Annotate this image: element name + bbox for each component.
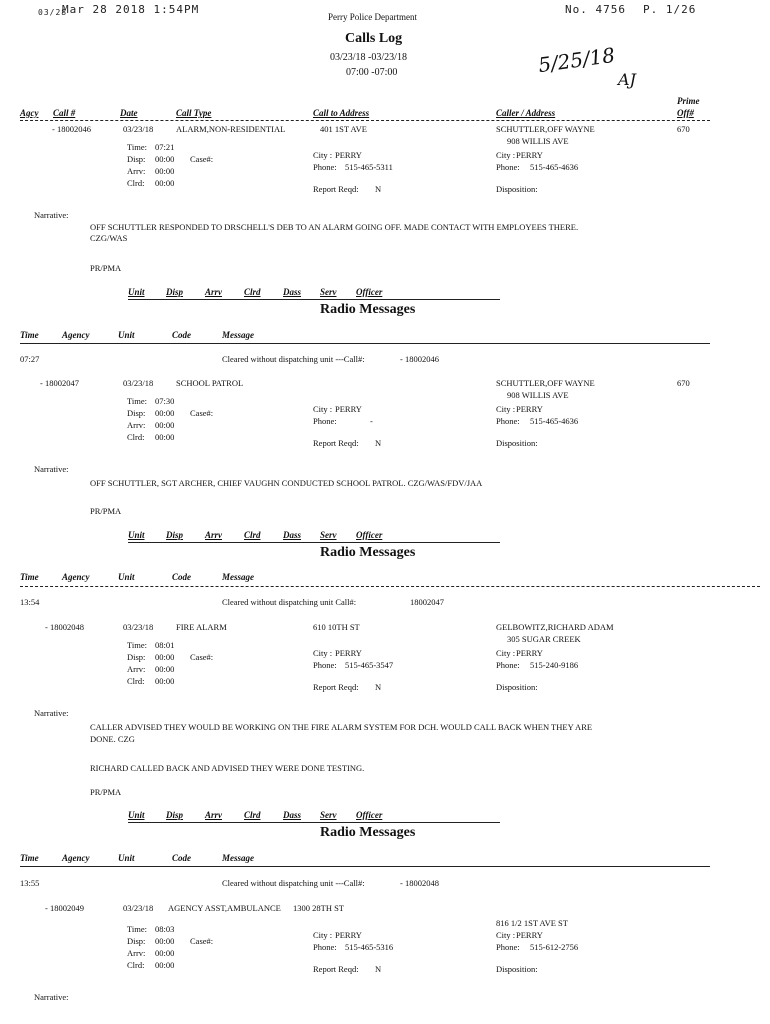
radio-agency-col: Agency xyxy=(62,572,90,582)
radio-messages-title: Radio Messages xyxy=(320,545,416,560)
handwritten-initials: AJ xyxy=(618,70,636,89)
col-call-type: Call Type xyxy=(176,108,212,118)
city-label: City : xyxy=(313,150,333,160)
disp-value: 00:00 xyxy=(155,408,175,418)
clrd-value: 00:00 xyxy=(155,432,175,442)
call-type: SCHOOL PATROL xyxy=(176,378,244,388)
call-date: 03/23/18 xyxy=(123,903,154,913)
arrv-label: Arrv: xyxy=(127,166,146,176)
report-title: Calls Log xyxy=(345,31,403,46)
radio-message: Cleared without dispatching unit ---Call#: xyxy=(222,354,365,364)
disp-col: Disp xyxy=(166,530,184,540)
radio-message: Cleared without dispatching unit ---Call#: xyxy=(222,878,365,888)
phone-value: 515-465-5311 xyxy=(345,162,393,172)
caller-phone-value: 515-612-2756 xyxy=(530,942,579,952)
caller-name: GELBOWITZ,RICHARD ADAM xyxy=(496,622,614,632)
unit-rule xyxy=(128,822,500,823)
radio-time-col: Time xyxy=(20,853,39,863)
arrv-value: 00:00 xyxy=(155,166,175,176)
report-time-range: 07:00 -07:00 xyxy=(346,67,398,78)
call-number: - 18002046 xyxy=(52,124,91,134)
time-value: 08:01 xyxy=(155,640,175,650)
disp-value: 00:00 xyxy=(155,652,175,662)
clrd-value: 00:00 xyxy=(155,178,175,188)
report-label: Report Reqd: xyxy=(313,682,359,692)
case-label: Case#: xyxy=(190,154,214,164)
narrative-line: PR/PMA xyxy=(90,506,122,516)
caller-phone-label: Phone: xyxy=(496,162,520,172)
radio-time: 13:55 xyxy=(20,878,40,888)
phone-label: Phone: xyxy=(313,416,337,426)
radio-rule xyxy=(20,866,710,867)
radio-code-col: Code xyxy=(172,330,191,340)
arrv-value: 00:00 xyxy=(155,664,175,674)
narrative-label: Narrative: xyxy=(34,464,69,474)
clrd-label: Clrd: xyxy=(127,960,145,970)
arrv-label: Arrv: xyxy=(127,948,146,958)
radio-call-number: - 18002046 xyxy=(400,354,439,364)
arrv-value: 00:00 xyxy=(155,948,175,958)
narrative-line: PR/PMA xyxy=(90,787,122,797)
phone-value: 515-465-3547 xyxy=(345,660,394,670)
disposition-label: Disposition: xyxy=(496,964,538,974)
radio-call-number: - 18002048 xyxy=(400,878,439,888)
phone-label: Phone: xyxy=(313,942,337,952)
disposition-label: Disposition: xyxy=(496,682,538,692)
col-address: Call to Address xyxy=(313,108,370,118)
agency-name: Perry Police Department xyxy=(328,12,417,22)
arrv-value: 00:00 xyxy=(155,420,175,430)
col-off: Off# xyxy=(677,108,694,118)
radio-message-col: Message xyxy=(222,572,254,582)
serv-col: Serv xyxy=(320,287,337,297)
case-label: Case#: xyxy=(190,936,214,946)
unit-rule xyxy=(128,542,500,543)
call-type: AGENCY ASST,AMBULANCE xyxy=(168,903,281,913)
prime-officer: 670 xyxy=(677,378,690,388)
col-date: Date xyxy=(120,108,138,118)
disp-col: Disp xyxy=(166,287,184,297)
narrative-line: CZG/WAS xyxy=(90,233,128,243)
arrv-label: Arrv: xyxy=(127,420,146,430)
caller-address: 305 SUGAR CREEK xyxy=(507,634,581,644)
disposition-label: Disposition: xyxy=(496,184,538,194)
call-address: 401 1ST AVE xyxy=(320,124,367,134)
officer-col: Officer xyxy=(356,287,383,297)
disp-col: Disp xyxy=(166,810,184,820)
serv-col: Serv xyxy=(320,810,337,820)
narrative-line: OFF SCHUTTLER RESPONDED TO DRSCHELL'S DEB TO AN ALARM GOING OFF. MADE CONTACT WITH EMPLOYEES THERE. xyxy=(90,222,579,232)
disp-label: Disp: xyxy=(127,652,146,662)
radio-message: Cleared without dispatching unit Call#: xyxy=(222,597,357,607)
caller-city-value: PERRY xyxy=(516,930,543,940)
prime-officer: 670 xyxy=(677,124,690,134)
fax-page: P. 1/26 xyxy=(643,3,697,16)
phone-label: Phone: xyxy=(313,162,337,172)
radio-agency-col: Agency xyxy=(62,330,90,340)
city-value: PERRY xyxy=(335,404,362,414)
caller-address: 908 WILLIS AVE xyxy=(507,390,569,400)
radio-unit-col: Unit xyxy=(118,572,135,582)
fax-left: 03/28 xyxy=(38,8,68,17)
call-date: 03/23/18 xyxy=(123,124,154,134)
radio-time: 07:27 xyxy=(20,354,40,364)
clrd-label: Clrd: xyxy=(127,432,145,442)
narrative-label: Narrative: xyxy=(34,210,69,220)
dass-col: Dass xyxy=(283,810,302,820)
radio-code-col: Code xyxy=(172,853,191,863)
city-label: City : xyxy=(313,930,333,940)
caller-city-label: City : xyxy=(496,150,516,160)
caller-phone-value: 515-240-9186 xyxy=(530,660,579,670)
caller-city-value: PERRY xyxy=(516,404,543,414)
city-label: City : xyxy=(313,648,333,658)
unit-rule xyxy=(128,299,500,300)
narrative-line: PR/PMA xyxy=(90,263,122,273)
phone-label: Phone: xyxy=(313,660,337,670)
caller-city-label: City : xyxy=(496,404,516,414)
report-value: N xyxy=(375,682,382,692)
case-label: Case#: xyxy=(190,408,214,418)
caller-address: 816 1/2 1ST AVE ST xyxy=(496,918,568,928)
caller-city-value: PERRY xyxy=(516,648,543,658)
caller-city-label: City : xyxy=(496,648,516,658)
time-label: Time: xyxy=(127,396,148,406)
call-address: 610 10TH ST xyxy=(313,622,360,632)
call-date: 03/23/18 xyxy=(123,622,154,632)
city-value: PERRY xyxy=(335,930,362,940)
caller-city-label: City : xyxy=(496,930,516,940)
time-label: Time: xyxy=(127,142,148,152)
narrative-line: RICHARD CALLED BACK AND ADVISED THEY WERE DONE TESTING. xyxy=(90,763,365,773)
disp-label: Disp: xyxy=(127,154,146,164)
call-type: ALARM,NON-RESIDENTIAL xyxy=(176,124,286,134)
radio-message-col: Message xyxy=(222,853,254,863)
call-address: 1300 28TH ST xyxy=(293,903,344,913)
unit-col: Unit xyxy=(128,810,145,820)
narrative-label: Narrative: xyxy=(34,992,69,1002)
narrative-line: OFF SCHUTTLER, SGT ARCHER, CHIEF VAUGHN CONDUCTED SCHOOL PATROL. CZG/WAS/FDV/JAA xyxy=(90,478,483,488)
caller-name: SCHUTTLER,OFF WAYNE xyxy=(496,378,595,388)
clrd-value: 00:00 xyxy=(155,676,175,686)
time-value: 07:30 xyxy=(155,396,175,406)
radio-unit-col: Unit xyxy=(118,330,135,340)
officer-col: Officer xyxy=(356,810,383,820)
radio-time-col: Time xyxy=(20,330,39,340)
narrative-line: DONE. CZG xyxy=(90,734,135,744)
caller-phone-value: 515-465-4636 xyxy=(530,416,579,426)
disp-value: 00:00 xyxy=(155,154,175,164)
call-number: - 18002047 xyxy=(40,378,79,388)
city-label: City : xyxy=(313,404,333,414)
clrd-col: Clrd xyxy=(244,810,261,820)
radio-call-number: 18002047 xyxy=(410,597,444,607)
clrd-label: Clrd: xyxy=(127,676,145,686)
call-date: 03/23/18 xyxy=(123,378,154,388)
city-value: PERRY xyxy=(335,150,362,160)
call-number: - 18002048 xyxy=(45,622,84,632)
caller-city-value: PERRY xyxy=(516,150,543,160)
caller-address: 908 WILLIS AVE xyxy=(507,136,569,146)
disp-value: 00:00 xyxy=(155,936,175,946)
phone-value: - xyxy=(370,416,373,426)
unit-col: Unit xyxy=(128,287,145,297)
clrd-value: 00:00 xyxy=(155,960,175,970)
arrv-col: Arrv xyxy=(205,287,223,297)
col-call: Call # xyxy=(53,108,76,118)
report-value: N xyxy=(375,184,382,194)
report-label: Report Reqd: xyxy=(313,438,359,448)
call-number: - 18002049 xyxy=(45,903,84,913)
col-agcy: Agcy xyxy=(20,108,39,118)
radio-message-col: Message xyxy=(222,330,254,340)
radio-messages-title: Radio Messages xyxy=(320,825,416,840)
radio-agency-col: Agency xyxy=(62,853,90,863)
unit-col: Unit xyxy=(128,530,145,540)
phone-value: 515-465-5316 xyxy=(345,942,394,952)
time-label: Time: xyxy=(127,924,148,934)
caller-phone-label: Phone: xyxy=(496,416,520,426)
caller-phone-label: Phone: xyxy=(496,942,520,952)
caller-name: SCHUTTLER,OFF WAYNE xyxy=(496,124,595,134)
col-prime: Prime xyxy=(677,96,700,106)
header-rule xyxy=(20,120,710,121)
time-value: 07:21 xyxy=(155,142,175,152)
narrative-label: Narrative: xyxy=(34,708,69,718)
time-label: Time: xyxy=(127,640,148,650)
clrd-label: Clrd: xyxy=(127,178,145,188)
case-label: Case#: xyxy=(190,652,214,662)
arrv-col: Arrv xyxy=(205,810,223,820)
fax-datetime: Mar 28 2018 1:54PM xyxy=(62,3,200,16)
report-label: Report Reqd: xyxy=(313,184,359,194)
narrative-line: CALLER ADVISED THEY WOULD BE WORKING ON THE FIRE ALARM SYSTEM FOR DCH. WOULD CALL BACK WHEN THEY ARE xyxy=(90,722,593,732)
dass-col: Dass xyxy=(283,287,302,297)
city-value: PERRY xyxy=(335,648,362,658)
radio-code-col: Code xyxy=(172,572,191,582)
report-date-range: 03/23/18 -03/23/18 xyxy=(330,52,407,63)
disp-label: Disp: xyxy=(127,408,146,418)
radio-unit-col: Unit xyxy=(118,853,135,863)
disposition-label: Disposition: xyxy=(496,438,538,448)
dass-col: Dass xyxy=(283,530,302,540)
radio-messages-title: Radio Messages xyxy=(320,302,416,317)
radio-rule xyxy=(20,343,710,344)
arrv-col: Arrv xyxy=(205,530,223,540)
handwritten-date: 5/25/18 xyxy=(536,42,617,78)
fax-number: No. 4756 xyxy=(565,3,626,16)
caller-phone-label: Phone: xyxy=(496,660,520,670)
serv-col: Serv xyxy=(320,530,337,540)
report-value: N xyxy=(375,964,382,974)
arrv-label: Arrv: xyxy=(127,664,146,674)
radio-time: 13:54 xyxy=(20,597,40,607)
clrd-col: Clrd xyxy=(244,530,261,540)
time-value: 08:03 xyxy=(155,924,175,934)
officer-col: Officer xyxy=(356,530,383,540)
disp-label: Disp: xyxy=(127,936,146,946)
caller-phone-value: 515-465-4636 xyxy=(530,162,579,172)
report-value: N xyxy=(375,438,382,448)
radio-rule xyxy=(20,586,760,587)
call-type: FIRE ALARM xyxy=(176,622,227,632)
clrd-col: Clrd xyxy=(244,287,261,297)
report-label: Report Reqd: xyxy=(313,964,359,974)
radio-time-col: Time xyxy=(20,572,39,582)
col-caller: Caller / Address xyxy=(496,108,556,118)
